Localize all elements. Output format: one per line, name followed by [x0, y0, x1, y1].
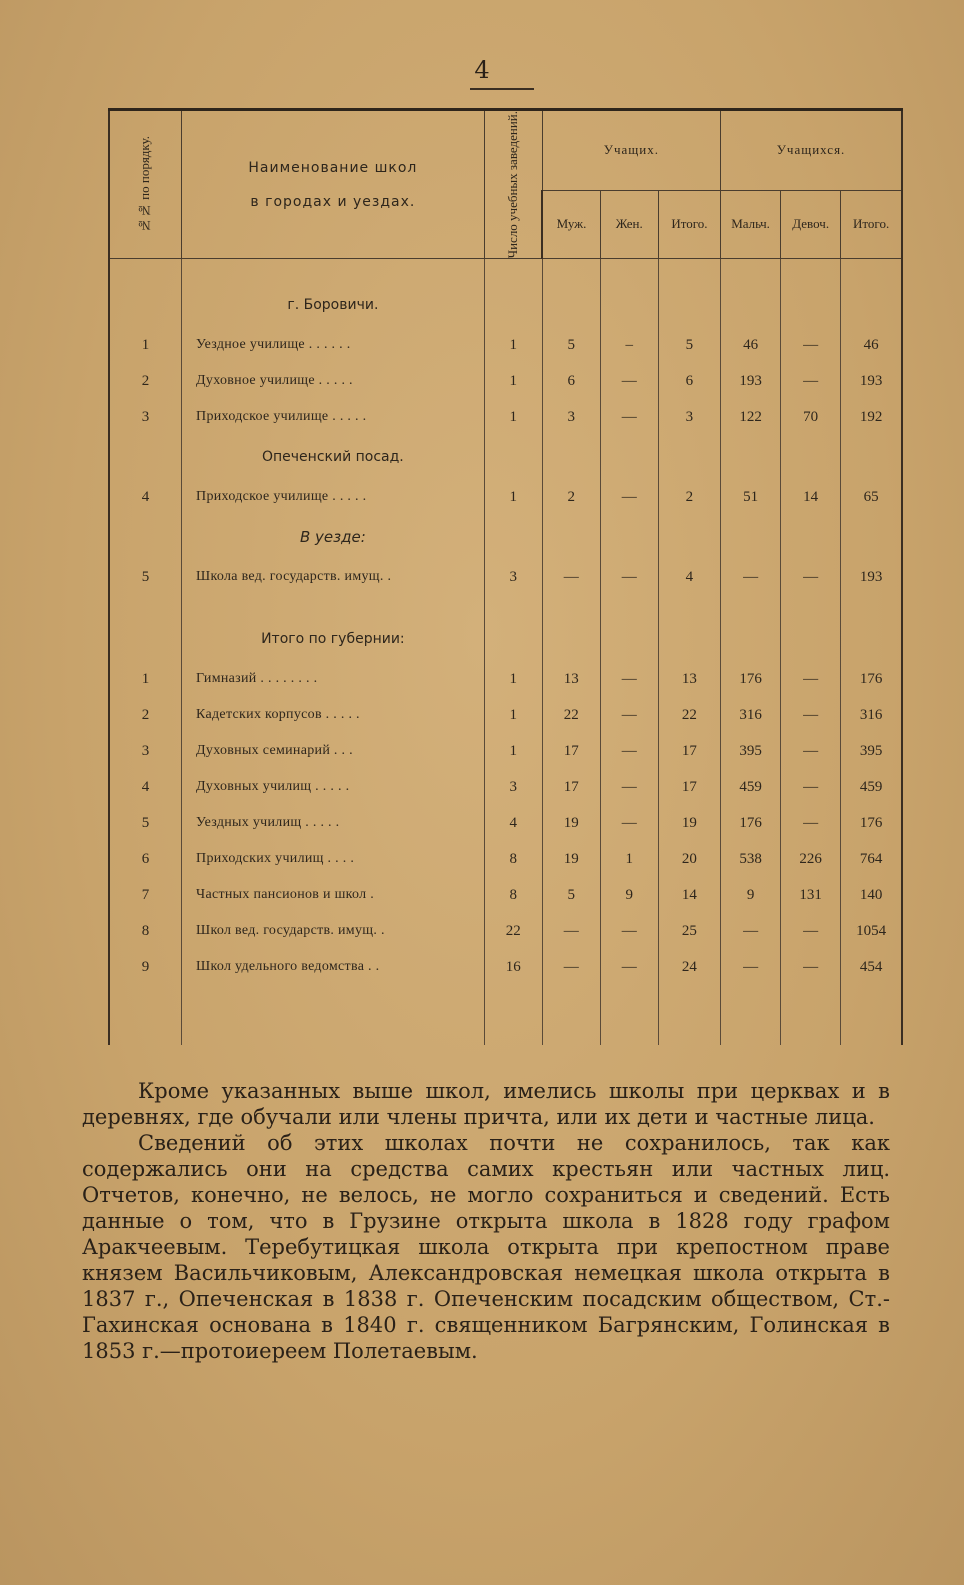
spacer-row [109, 595, 902, 617]
cell-t: 19 [658, 805, 720, 841]
cell-name: Приходских училищ . . . . [182, 841, 485, 877]
cell-b: 51 [721, 479, 781, 515]
cell-s: 65 [841, 479, 902, 515]
cell-m: 3 [542, 399, 600, 435]
cell-f: — [600, 949, 658, 985]
cell-g: — [781, 769, 841, 805]
table-row [109, 877, 902, 913]
section-row [109, 283, 902, 327]
cell-name: Школ удельного ведомства . . [182, 949, 485, 985]
empty-cell [600, 515, 658, 559]
spacer-row [109, 259, 902, 284]
header-teachers: Учащих. [542, 110, 720, 191]
cell-n: 1 [109, 661, 182, 697]
table-row [109, 949, 902, 985]
empty-cell [600, 435, 658, 479]
cell-m: — [542, 949, 600, 985]
cell-g: 131 [781, 877, 841, 913]
header-students: Учащихся. [721, 110, 902, 191]
empty-cell [484, 617, 542, 661]
empty-cell [841, 617, 902, 661]
cell-b: 176 [721, 805, 781, 841]
empty-cell [658, 595, 720, 617]
cell-n: 5 [109, 559, 182, 595]
header-name [182, 110, 485, 259]
empty-cell [542, 515, 600, 559]
cell-n: 3 [109, 399, 182, 435]
cell-cnt: 3 [484, 559, 542, 595]
empty-cell [781, 985, 841, 1045]
cell-name: Приходское училище . . . . . [182, 479, 485, 515]
cell-m: 5 [542, 327, 600, 363]
cell-f: — [600, 399, 658, 435]
cell-name: Уездное училище . . . . . . [182, 327, 485, 363]
cell-f: — [600, 913, 658, 949]
empty-cell [542, 617, 600, 661]
cell-m: 19 [542, 805, 600, 841]
empty-cell [484, 435, 542, 479]
cell-b: 9 [721, 877, 781, 913]
empty-cell [542, 259, 600, 284]
cell-g: 226 [781, 841, 841, 877]
cell-b: — [721, 559, 781, 595]
empty-cell [781, 435, 841, 479]
cell-cnt: 1 [484, 399, 542, 435]
cell-cnt: 3 [484, 769, 542, 805]
cell-s: 316 [841, 697, 902, 733]
cell-t: 3 [658, 399, 720, 435]
empty-cell [658, 435, 720, 479]
empty-cell [600, 617, 658, 661]
cell-n: 2 [109, 363, 182, 399]
cell-m: 13 [542, 661, 600, 697]
cell-g: — [781, 363, 841, 399]
cell-b: 395 [721, 733, 781, 769]
cell-s: 193 [841, 559, 902, 595]
empty-cell [781, 259, 841, 284]
page-number: 4 [474, 56, 490, 84]
cell-s: 140 [841, 877, 902, 913]
cell-n: 7 [109, 877, 182, 913]
cell-n: 2 [109, 697, 182, 733]
cell-b: 538 [721, 841, 781, 877]
cell-f: — [600, 769, 658, 805]
cell-f: – [600, 327, 658, 363]
empty-cell [109, 283, 182, 327]
paragraph-2: Сведений об этих школах почти не сохранилось, так как содержались они на средства самих крестьян или частных лиц. Отчетов, конечно, не велось, не могло сохраниться и сведений. Есть данные о том, что в Грузине открыта школа в 1828 году графом Аракчеевым. Теребутицкая школа открыта при крепостном праве князем Васильчиковым, Александровская немецкая школа открыта в 1837 г., Опеченская в 1838 г. Опеченским посадским обществом, Ст.-Гахинская основана в 1840 г. священником Багрянским, Голинская в 1853 г.—протоиереем Полетаевым. [82, 1131, 890, 1363]
empty-cell [781, 283, 841, 327]
empty-cell [658, 985, 720, 1045]
empty-cell [721, 617, 781, 661]
section-title: Итого по губернии: [182, 617, 485, 661]
cell-cnt: 16 [484, 949, 542, 985]
cell-n: 5 [109, 805, 182, 841]
cell-m: 22 [542, 697, 600, 733]
table-row [109, 479, 902, 515]
empty-cell [658, 259, 720, 284]
cell-cnt: 8 [484, 877, 542, 913]
cell-s: 764 [841, 841, 902, 877]
cell-cnt: 1 [484, 327, 542, 363]
cell-cnt: 1 [484, 733, 542, 769]
cell-g: — [781, 805, 841, 841]
cell-t: 25 [658, 913, 720, 949]
empty-cell [484, 985, 542, 1045]
table-row [109, 661, 902, 697]
cell-t: 6 [658, 363, 720, 399]
body-text [82, 1078, 890, 1364]
cell-name: Частных пансионов и школ . [182, 877, 485, 913]
empty-cell [542, 595, 600, 617]
cell-g: — [781, 913, 841, 949]
cell-n: 4 [109, 479, 182, 515]
empty-cell [658, 515, 720, 559]
cell-n: 9 [109, 949, 182, 985]
empty-cell [841, 259, 902, 284]
empty-cell [781, 617, 841, 661]
empty-cell [658, 283, 720, 327]
cell-f: — [600, 697, 658, 733]
cell-cnt: 8 [484, 841, 542, 877]
cell-b: 176 [721, 661, 781, 697]
empty-cell [600, 283, 658, 327]
cell-t: 22 [658, 697, 720, 733]
cell-t: 5 [658, 327, 720, 363]
cell-f: — [600, 479, 658, 515]
cell-n: 4 [109, 769, 182, 805]
empty-cell [841, 283, 902, 327]
empty-cell [542, 283, 600, 327]
cell-g: — [781, 697, 841, 733]
empty-cell [600, 259, 658, 284]
cell-m: 5 [542, 877, 600, 913]
empty-cell [109, 515, 182, 559]
cell-f: — [600, 363, 658, 399]
table-row [109, 697, 902, 733]
cell-s: 395 [841, 733, 902, 769]
cell-f: — [600, 559, 658, 595]
header-number: №№ по порядку. [109, 110, 182, 259]
cell-g: 70 [781, 399, 841, 435]
empty-cell [182, 259, 485, 284]
empty-cell [542, 985, 600, 1045]
cell-t: 2 [658, 479, 720, 515]
cell-s: 1054 [841, 913, 902, 949]
empty-cell [721, 435, 781, 479]
empty-cell [109, 617, 182, 661]
cell-cnt: 22 [484, 913, 542, 949]
header-name-line2: в городах и уездах. [250, 193, 416, 210]
cell-name: Приходское училище . . . . . [182, 399, 485, 435]
cell-s: 176 [841, 805, 902, 841]
cell-m: — [542, 913, 600, 949]
cell-f: 9 [600, 877, 658, 913]
empty-cell [841, 985, 902, 1045]
cell-n: 6 [109, 841, 182, 877]
header-students-boys: Мальч. [721, 190, 781, 259]
table-row [109, 769, 902, 805]
cell-g: — [781, 949, 841, 985]
cell-b: 459 [721, 769, 781, 805]
cell-n: 8 [109, 913, 182, 949]
cell-f: — [600, 805, 658, 841]
cell-name: Духовных училищ . . . . . [182, 769, 485, 805]
cell-name: Школа вед. государств. имущ. . [182, 559, 485, 595]
cell-g: 14 [781, 479, 841, 515]
empty-cell [484, 595, 542, 617]
empty-cell [109, 985, 182, 1045]
cell-s: 454 [841, 949, 902, 985]
cell-g: — [781, 733, 841, 769]
cell-t: 13 [658, 661, 720, 697]
empty-cell [841, 595, 902, 617]
empty-cell [721, 515, 781, 559]
table-row [109, 733, 902, 769]
cell-t: 17 [658, 733, 720, 769]
cell-t: 4 [658, 559, 720, 595]
table-row [109, 363, 902, 399]
header-teachers-male: Муж. [542, 190, 600, 259]
cell-t: 17 [658, 769, 720, 805]
empty-cell [109, 595, 182, 617]
cell-name: Гимназий . . . . . . . . [182, 661, 485, 697]
cell-cnt: 1 [484, 697, 542, 733]
cell-m: 6 [542, 363, 600, 399]
empty-cell [781, 595, 841, 617]
table-row [109, 559, 902, 595]
cell-cnt: 1 [484, 363, 542, 399]
cell-s: 192 [841, 399, 902, 435]
cell-b: 46 [721, 327, 781, 363]
cell-t: 24 [658, 949, 720, 985]
empty-cell [658, 617, 720, 661]
spacer-row [109, 985, 902, 1045]
empty-cell [721, 985, 781, 1045]
cell-s: 193 [841, 363, 902, 399]
table-body [109, 259, 902, 1046]
table-row [109, 805, 902, 841]
cell-name: Кадетских корпусов . . . . . [182, 697, 485, 733]
empty-cell [841, 515, 902, 559]
cell-cnt: 1 [484, 479, 542, 515]
cell-name: Духовных семинарий . . . [182, 733, 485, 769]
empty-cell [484, 515, 542, 559]
cell-t: 14 [658, 877, 720, 913]
cell-b: — [721, 913, 781, 949]
schools-table [108, 108, 903, 1045]
empty-cell [600, 595, 658, 617]
cell-b: 193 [721, 363, 781, 399]
empty-cell [781, 515, 841, 559]
section-title: В уезде: [182, 515, 485, 559]
table-row [109, 399, 902, 435]
page-number-rule [470, 88, 534, 90]
cell-g: — [781, 661, 841, 697]
empty-cell [600, 985, 658, 1045]
empty-cell [721, 259, 781, 284]
paragraph-1: Кроме указанных выше школ, имелись школы при церквах и в деревнях, где обучали или члены причта, или их дети и частные лица. [82, 1079, 890, 1129]
cell-b: 122 [721, 399, 781, 435]
header-teachers-female: Жен. [600, 190, 658, 259]
empty-cell [721, 595, 781, 617]
table-row [109, 913, 902, 949]
cell-f: — [600, 661, 658, 697]
cell-m: 19 [542, 841, 600, 877]
cell-m: — [542, 559, 600, 595]
empty-cell [542, 435, 600, 479]
cell-name: Уездных училищ . . . . . [182, 805, 485, 841]
empty-cell [182, 985, 485, 1045]
empty-cell [109, 259, 182, 284]
cell-name: Духовное училище . . . . . [182, 363, 485, 399]
cell-m: 17 [542, 769, 600, 805]
section-row [109, 435, 902, 479]
cell-cnt: 1 [484, 661, 542, 697]
cell-n: 1 [109, 327, 182, 363]
cell-name: Школ вед. государств. имущ. . [182, 913, 485, 949]
cell-g: — [781, 559, 841, 595]
cell-f: — [600, 733, 658, 769]
cell-f: 1 [600, 841, 658, 877]
empty-cell [182, 595, 485, 617]
cell-s: 459 [841, 769, 902, 805]
section-row [109, 617, 902, 661]
cell-s: 46 [841, 327, 902, 363]
table-row [109, 327, 902, 363]
header-students-girls: Девоч. [781, 190, 841, 259]
header-teachers-total: Итого. [658, 190, 720, 259]
header-students-total: Итого. [841, 190, 902, 259]
cell-b: 316 [721, 697, 781, 733]
empty-cell [484, 283, 542, 327]
table-row [109, 841, 902, 877]
empty-cell [484, 259, 542, 284]
section-title: Опеченский посад. [182, 435, 485, 479]
header-count: Число учебных заведений. [484, 110, 542, 259]
header-name-line1: Наименование школ [248, 159, 418, 176]
cell-cnt: 4 [484, 805, 542, 841]
section-row [109, 515, 902, 559]
cell-m: 17 [542, 733, 600, 769]
section-title: г. Боровичи. [182, 283, 485, 327]
cell-s: 176 [841, 661, 902, 697]
cell-n: 3 [109, 733, 182, 769]
empty-cell [109, 435, 182, 479]
cell-g: — [781, 327, 841, 363]
empty-cell [841, 435, 902, 479]
cell-t: 20 [658, 841, 720, 877]
empty-cell [721, 283, 781, 327]
cell-m: 2 [542, 479, 600, 515]
cell-b: — [721, 949, 781, 985]
